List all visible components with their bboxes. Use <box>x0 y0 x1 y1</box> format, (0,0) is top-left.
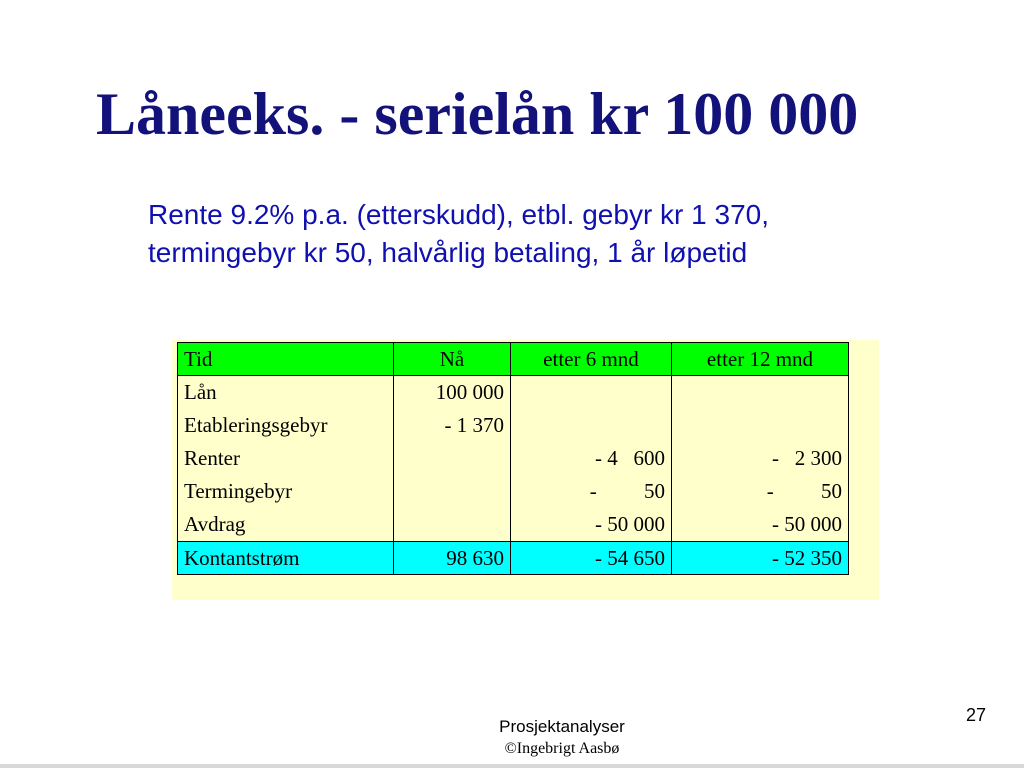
slide-footer <box>462 716 662 760</box>
row-value-naa <box>394 442 511 475</box>
row-value-12mnd: - 2 300 <box>672 442 849 475</box>
header-cell-6mnd: etter 6 mnd <box>511 343 672 376</box>
row-label: Lån <box>178 376 394 410</box>
total-value-naa: 98 630 <box>394 542 511 575</box>
table-row <box>178 409 849 442</box>
header-cell-tid: Tid <box>178 343 394 376</box>
row-value-6mnd <box>511 376 672 410</box>
table-row <box>178 442 849 475</box>
header-cell-12mnd: etter 12 mnd <box>672 343 849 376</box>
row-value-12mnd <box>672 376 849 410</box>
bottom-divider <box>0 764 1024 768</box>
footer-copyright: ©Ingebrigt Aasbø <box>504 740 620 757</box>
row-value-naa <box>394 475 511 508</box>
row-value-6mnd: - 4 600 <box>511 442 672 475</box>
row-label: Termingebyr <box>178 475 394 508</box>
table-header-row <box>178 343 849 376</box>
row-value-naa: 100 000 <box>394 376 511 410</box>
table-row <box>178 508 849 542</box>
footer-course-name: Prosjektanalyser <box>499 717 625 736</box>
header-cell-naa: Nå <box>394 343 511 376</box>
slide-title: Låneeks. - serielån kr 100 000 <box>96 81 859 147</box>
row-value-6mnd <box>511 409 672 442</box>
total-label: Kontantstrøm <box>178 542 394 575</box>
row-value-naa <box>394 508 511 542</box>
cashflow-table <box>177 342 849 575</box>
subtitle-line-2: termingebyr kr 50, halvårlig betaling, 1 år løpetid <box>148 237 748 268</box>
row-value-12mnd: - 50 000 <box>672 508 849 542</box>
table-row <box>178 475 849 508</box>
table-total-row <box>178 542 849 575</box>
total-value-6mnd: - 54 650 <box>511 542 672 575</box>
table-row <box>178 376 849 410</box>
row-value-12mnd <box>672 409 849 442</box>
row-label: Etableringsgebyr <box>178 409 394 442</box>
row-value-naa: - 1 370 <box>394 409 511 442</box>
page-number: 27 <box>966 705 987 725</box>
row-label: Renter <box>178 442 394 475</box>
row-value-12mnd: - 50 <box>672 475 849 508</box>
slide-subtitle <box>148 196 968 272</box>
row-label: Avdrag <box>178 508 394 542</box>
subtitle-line-1: Rente 9.2% p.a. (etterskudd), etbl. gebyr kr 1 370, <box>148 199 770 230</box>
row-value-6mnd: - 50 000 <box>511 508 672 542</box>
total-value-12mnd: - 52 350 <box>672 542 849 575</box>
row-value-6mnd: - 50 <box>511 475 672 508</box>
